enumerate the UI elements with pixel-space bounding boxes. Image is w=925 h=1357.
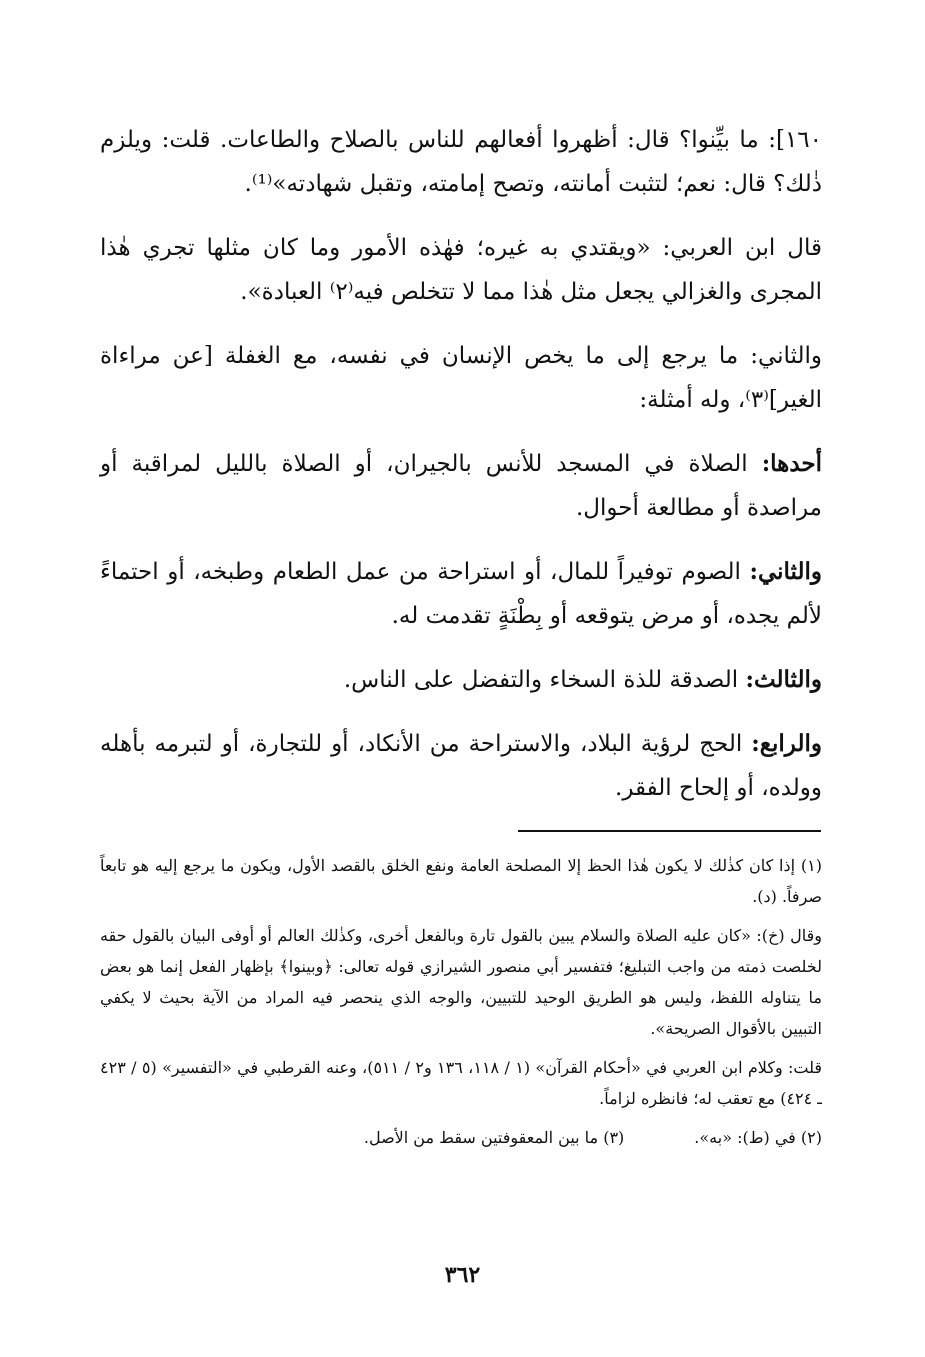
example-lead: والثاني: — [749, 558, 822, 585]
example-lead: أحدها: — [761, 450, 822, 477]
paragraph-ibn-arabi: قال ابن العربي: «ويقتدي به غيره؛ فهٰذه الأمور وما كان مثلها تجري هٰذا المجرى والغزالي يجعل مثل هٰذا مما لا تتخلص فيه⁽٢⁾ العبادة». — [100, 235, 822, 305]
footnotes — [100, 850, 822, 1153]
page-number: ٣٦٢ — [444, 1262, 481, 1288]
footnote-3: (٣) ما بين المعقوفتين سقط من الأصل. — [363, 1128, 625, 1147]
example-text: الصوم توفيراً للمال، أو استراحة من عمل الطعام وطبخه، أو احتماءً لألم يجده، أو مرض يتوقعه أو بِطْنَةٍ تقدمت له. — [100, 559, 822, 629]
main-text — [100, 118, 822, 830]
example-lead: والثالث: — [745, 666, 822, 693]
paragraph-second: والثاني: ما يرجع إلى ما يخص الإنسان في نفسه، مع الغفلة [عن مراءاة الغير]⁽٣⁾، وله أمثلة: — [100, 343, 822, 413]
example-text: الصلاة في المسجد للأنس بالجيران، أو الصلاة بالليل لمراقبة أو مراصدة أو مطالعة أحوال. — [100, 451, 822, 521]
footnote-2: (٢) في (ط): «به». — [694, 1128, 822, 1147]
example-third — [100, 658, 822, 702]
footnote-row — [100, 1122, 822, 1153]
footnote-1: (١) إذا كان كذٰلك لا يكون هٰذا الحظ إلا المصلحة العامة ونفع الخلق بالقصد الأول، ويكون ما يرجع إليه هو تابعاً صرفاً. (د). — [100, 856, 823, 906]
example-first — [100, 442, 822, 530]
example-second — [100, 550, 822, 638]
paragraph-continuation: ١٦٠]: ما بيِّنوا؟ قال: أظهروا أفعالهم للناس بالصلاح والطاعات. قلت: ويلزم ذٰلك؟ قال: نعم؛ لتثبت أمانته، وتصح إمامته، وتقبل شهادته»⁽¹⁾. — [100, 127, 822, 197]
example-fourth — [100, 722, 822, 810]
example-text: الصدقة للذة السخاء والتفضل على الناس. — [343, 667, 746, 693]
example-text: الحج لرؤية البلاد، والاستراحة من الأنكاد، أو للتجارة، أو لتبرمه بأهله وولده، أو إلحاح الفقر. — [100, 731, 822, 801]
example-lead: والرابع: — [751, 730, 822, 757]
footnote-1-note: قلت: وكلام ابن العربي في «أحكام القرآن» (١ / ١١٨، ١٣٦ و٢ / ٥١١)، وعنه القرطبي في «التفسير» (٥ / ٤٢٣ ـ ٤٢٤) مع تعقب له؛ فانظره لزاماً. — [100, 1058, 823, 1108]
footnote-divider — [518, 830, 821, 832]
footnote-1-commentary: وقال (خ): «كان عليه الصلاة والسلام يبين بالقول تارة وبالفعل أخرى، وكذٰلك العالم أو أوفى البيان بالقول حقه لخلصت ذمته من واجب التبليغ؛ فتفسير أبي منصور الشيرازي قوله تعالى: ﴿وبينوا﴾ بإظهار الفعل إنما هو بعض ما يتناوله اللفظ، وليس هو الطريق الوحيد للتبيين، والوجه الذي ينحصر فيه المراد من الآية بحيث لا يكفي التبيين بالأقوال الصريحة». — [100, 926, 823, 1038]
